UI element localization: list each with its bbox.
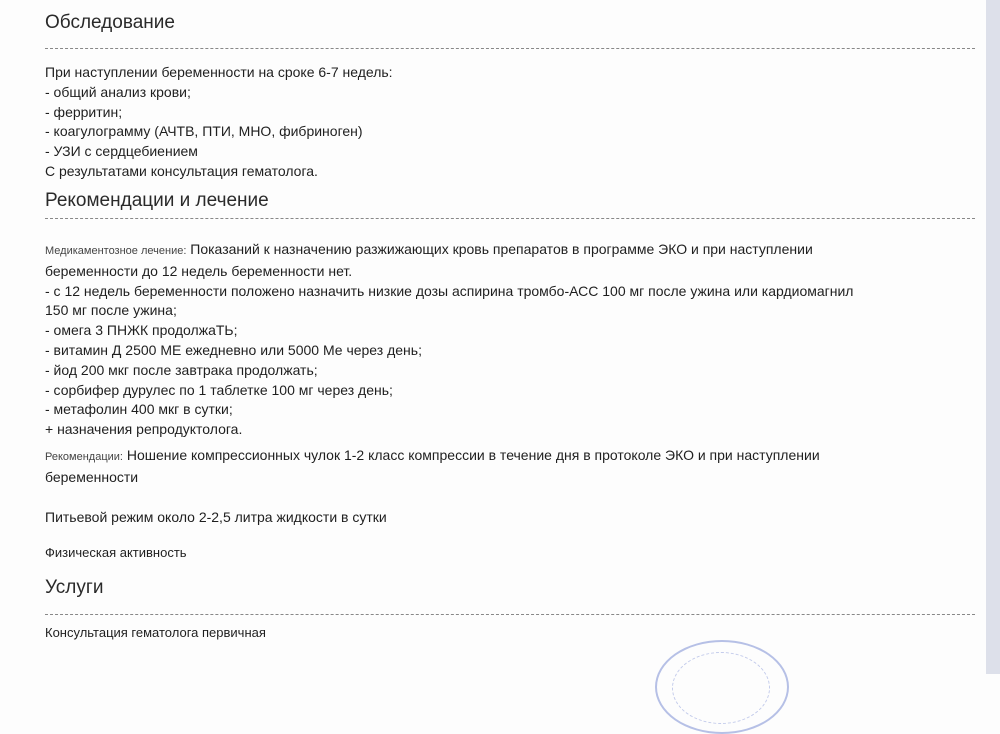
scan-edge [986, 0, 1000, 674]
medication-line: - метафолин 400 мкг в сутки; [45, 401, 233, 418]
medication-line: - йод 200 мкг после завтрака продолжать; [45, 361, 318, 378]
medication-label: Медикаментозное лечение: [45, 245, 187, 257]
medication-line: - сорбифер дурулес по 1 таблетке 100 мг через день; [45, 381, 393, 398]
medication-line: - с 12 недель беременности положено назначить низкие дозы аспирина тромбо-АСС 100 мг после ужина или кардиомагнил [45, 282, 854, 299]
medication-line: - витамин Д 2500 МЕ ежедневно или 5000 Ме через день; [45, 341, 422, 358]
drinking-regime: Питьевой режим около 2-2,5 литра жидкости в сутки [45, 509, 387, 525]
section-title-exam: Обследование [45, 12, 175, 33]
section-title-recommendations: Рекомендации и лечение [45, 190, 269, 211]
section-title-services: Услуги [45, 577, 104, 598]
divider [45, 614, 975, 615]
divider [45, 218, 975, 219]
medication-line: беременности до 12 недель беременности нет. [45, 262, 353, 279]
medication-block [45, 240, 945, 440]
recommendation-line: Ношение компрессионных чулок 1-2 класс компрессии в течение дня в протоколе ЭКО и при наступлении [122, 447, 820, 463]
recommendations-block [45, 446, 945, 488]
medication-line: + назначения репродуктолога. [45, 421, 243, 438]
exam-line: С результатами консультация гематолога. [45, 162, 318, 179]
stamp-inner [672, 652, 770, 724]
medication-line: - омега 3 ПНЖК продолжаТЬ; [45, 322, 238, 339]
exam-line: При наступлении беременности на сроке 6-7 недель: [45, 64, 393, 80]
divider [45, 48, 975, 49]
medication-line: 150 мг после ужина; [45, 302, 177, 319]
medication-line: Показаний к назначению разжижающих кровь препаратов в программе ЭКО и при наступлении [186, 241, 813, 257]
physical-activity: Физическая активность [45, 545, 187, 560]
recommendations-label: Рекомендации: [45, 451, 123, 463]
exam-line: - коагулограмму (АЧТВ, ПТИ, МНО, фибриноген) [45, 123, 363, 140]
exam-line: - общий анализ крови; [45, 83, 191, 100]
service-item: Консультация гематолога первичная [45, 625, 266, 640]
exam-line: - ферритин; [45, 103, 123, 120]
recommendation-line: беременности [45, 468, 139, 485]
exam-list [45, 63, 945, 182]
exam-line: - УЗИ с сердцебиением [45, 143, 198, 160]
